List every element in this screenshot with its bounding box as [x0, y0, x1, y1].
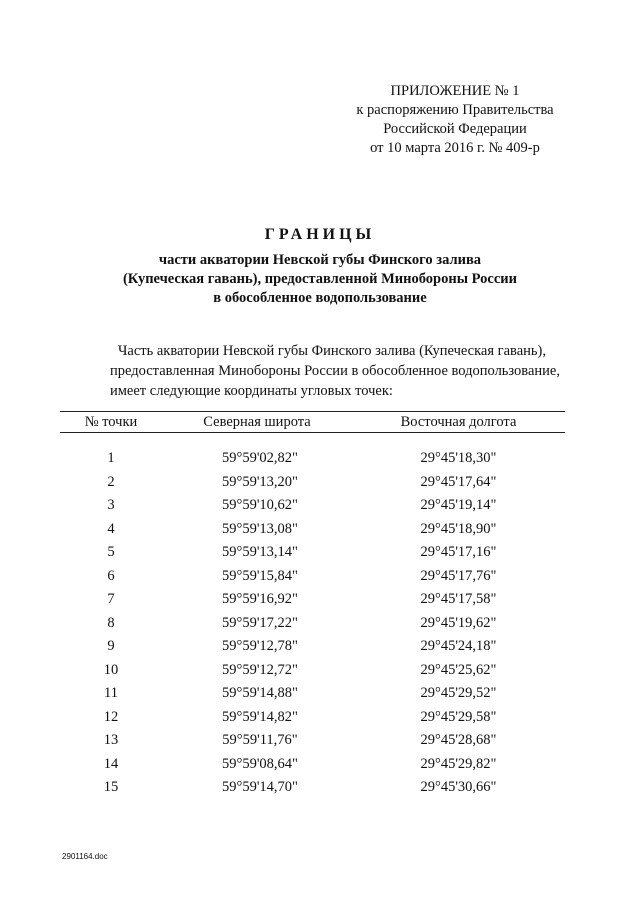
appendix-government-line: Российской Федерации — [383, 121, 527, 137]
latitude-cell: 59°59'13,14" — [222, 544, 298, 561]
table-row — [60, 518, 565, 542]
longitude-cell: 29°45'17,58" — [420, 591, 497, 608]
latitude-cell: 59°59'13,20" — [222, 473, 298, 490]
latitude-cell: 59°59'16,92" — [222, 591, 298, 608]
latitude-cell: 59°59'14,88" — [222, 685, 298, 702]
latitude-cell: 59°59'14,82" — [222, 708, 298, 725]
intro-line-3: имеет следующие координаты угловых точек: — [110, 383, 393, 399]
document-subtitle — [0, 251, 640, 308]
longitude-cell: 29°45'18,30" — [420, 450, 497, 467]
longitude-cell: 29°45'19,62" — [420, 614, 497, 631]
longitude-cell: 29°45'18,90" — [420, 520, 497, 537]
appendix-block — [330, 82, 580, 158]
longitude-cell: 29°45'17,64" — [420, 473, 497, 490]
table-row — [60, 729, 565, 753]
longitude-cell: 29°45'29,52" — [420, 685, 497, 702]
point-number-cell: 6 — [107, 567, 115, 584]
latitude-cell: 59°59'14,70" — [222, 779, 298, 796]
point-number-cell: 7 — [107, 591, 115, 608]
table-row — [60, 706, 565, 730]
longitude-cell: 29°45'29,58" — [420, 708, 497, 725]
latitude-cell: 59°59'02,82" — [222, 450, 298, 467]
subtitle-line-3: в обособленное водопользование — [213, 290, 427, 306]
point-number-cell: 15 — [103, 779, 119, 796]
latitude-cell: 59°59'10,62" — [222, 497, 298, 514]
longitude-cell: 29°45'17,16" — [420, 544, 497, 561]
latitude-cell: 59°59'11,76" — [222, 732, 298, 749]
file-name-footer: 2901164.doc — [62, 852, 108, 861]
intro-line-1: Часть акватории Невской губы Финского залива (Купеческая гавань), — [118, 343, 546, 359]
point-number-cell: 3 — [107, 497, 115, 514]
table-row — [60, 776, 565, 800]
coordinates-table — [60, 411, 565, 800]
point-number-cell: 5 — [107, 544, 115, 561]
point-number-cell: 11 — [104, 685, 118, 702]
point-number-cell: 8 — [107, 614, 115, 631]
appendix-label: ПРИЛОЖЕНИЕ № 1 — [390, 83, 520, 99]
point-number-cell: 12 — [103, 708, 119, 725]
table-row — [60, 494, 565, 518]
table-row — [60, 612, 565, 636]
intro-paragraph — [110, 341, 590, 401]
latitude-cell: 59°59'15,84" — [222, 567, 298, 584]
point-number-cell: 13 — [103, 732, 119, 749]
table-row — [60, 635, 565, 659]
point-number-cell: 2 — [107, 473, 115, 490]
longitude-cell: 29°45'25,62" — [420, 661, 497, 678]
table-row — [60, 541, 565, 565]
latitude-cell: 59°59'17,22" — [222, 614, 298, 631]
longitude-cell: 29°45'29,82" — [420, 755, 497, 772]
latitude-cell: 59°59'12,72" — [222, 661, 298, 678]
point-number-cell: 14 — [103, 755, 119, 772]
longitude-cell: 29°45'17,76" — [420, 567, 497, 584]
point-number-cell: 9 — [107, 638, 115, 655]
point-number-cell: 10 — [103, 661, 119, 678]
longitude-cell: 29°45'24,18" — [420, 638, 497, 655]
longitude-cell: 29°45'30,66" — [420, 779, 497, 796]
appendix-decree-line: к распоряжению Правительства — [356, 102, 554, 118]
intro-line-2: предоставленная Минобороны России в обособленное водопользование, — [110, 363, 560, 379]
header-east-longitude: Восточная долгота — [352, 412, 565, 433]
point-number-cell: 1 — [107, 450, 115, 467]
table-header-row — [60, 412, 565, 433]
header-point-number: № точки — [60, 412, 162, 433]
table-row — [60, 682, 565, 706]
table-row — [60, 753, 565, 777]
subtitle-line-1: части акватории Невской губы Финского залива — [158, 252, 482, 268]
table-row — [60, 471, 565, 495]
latitude-cell: 59°59'13,08" — [222, 520, 298, 537]
point-number-cell: 4 — [107, 520, 115, 537]
document-title: ГРАНИЦЫ — [264, 226, 376, 243]
latitude-cell: 59°59'12,78" — [222, 638, 298, 655]
longitude-cell: 29°45'19,14" — [420, 497, 497, 514]
table-row — [60, 659, 565, 683]
table-body — [60, 433, 565, 800]
header-north-latitude: Северная широта — [162, 412, 352, 433]
longitude-cell: 29°45'28,68" — [420, 732, 497, 749]
latitude-cell: 59°59'08,64" — [222, 755, 298, 772]
table-row — [60, 565, 565, 589]
subtitle-line-2: (Купеческая гавань), предоставленной Минобороны России — [122, 271, 518, 287]
appendix-date-line: от 10 марта 2016 г. № 409-р — [370, 140, 540, 156]
table-row — [60, 588, 565, 612]
table-row — [60, 433, 565, 471]
